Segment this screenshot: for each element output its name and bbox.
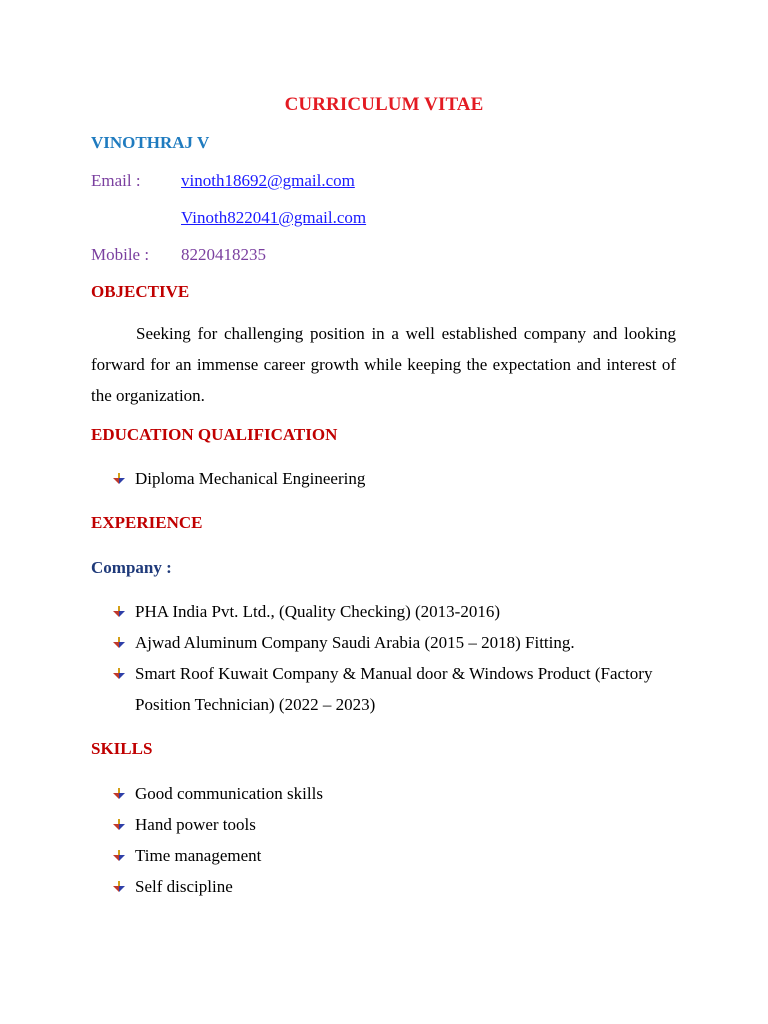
email-link-primary[interactable]: vinoth18692@gmail.com — [181, 171, 355, 190]
email-label: Email : — [91, 171, 141, 190]
email-link-secondary[interactable]: Vinoth822041@gmail.com — [181, 208, 367, 227]
arrow-down-bullet-icon — [113, 819, 125, 831]
list-item — [113, 658, 693, 720]
list-item-text: Good communication skills — [135, 784, 323, 803]
list-item — [113, 809, 693, 840]
arrow-down-bullet-icon — [113, 788, 125, 800]
arrow-down-bullet-icon — [113, 473, 125, 485]
list-item — [113, 463, 693, 494]
objective-heading: OBJECTIVE — [91, 282, 190, 301]
list-item-text: Hand power tools — [135, 815, 256, 834]
list-item-text: Time management — [135, 846, 262, 865]
arrow-down-bullet-icon — [113, 637, 125, 649]
mobile-label: Mobile : — [91, 245, 150, 264]
mobile-number: 8220418235 — [181, 245, 266, 264]
arrow-down-bullet-icon — [113, 881, 125, 893]
document-title: CURRICULUM VITAE — [284, 94, 484, 115]
arrow-down-bullet-icon — [113, 606, 125, 618]
skills-heading: SKILLS — [91, 739, 153, 758]
list-item — [113, 596, 693, 627]
list-item-text: Self discipline — [135, 877, 233, 896]
list-item-text: PHA India Pvt. Ltd., (Quality Checking) (2013-2016) — [135, 602, 500, 621]
list-item-text: Diploma Mechanical Engineering — [135, 469, 366, 488]
candidate-name: VINOTHRAJ V — [91, 133, 210, 152]
skills-list — [113, 778, 693, 902]
list-item-text: Ajwad Aluminum Company Saudi Arabia (2015 – 2018) Fitting. — [135, 633, 575, 652]
list-item-text: Smart Roof Kuwait Company & Manual door & Windows Product (Factory Position Technician) (2022 – 2023) — [135, 664, 653, 714]
objective-text: Seeking for challenging position in a well established company and looking forward for an immense career growth while keeping the expectation and interest of the organization. — [91, 324, 676, 405]
education-heading: EDUCATION QUALIFICATION — [91, 425, 338, 444]
list-item — [113, 840, 693, 871]
arrow-down-bullet-icon — [113, 850, 125, 862]
experience-list — [113, 596, 693, 720]
education-list — [113, 463, 693, 494]
list-item — [113, 627, 693, 658]
experience-heading: EXPERIENCE — [91, 513, 203, 532]
list-item — [113, 778, 693, 809]
company-label: Company : — [91, 558, 172, 577]
arrow-down-bullet-icon — [113, 668, 125, 680]
list-item — [113, 871, 693, 902]
